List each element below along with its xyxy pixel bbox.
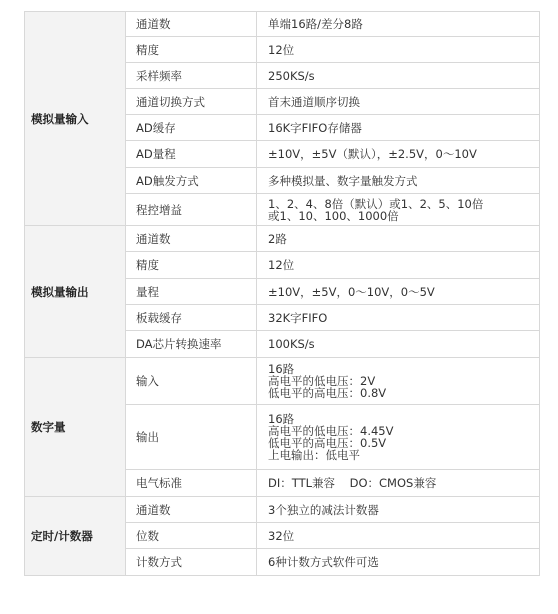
value-line: 低电平的高电压：0.8V [268, 386, 387, 400]
value-cell [257, 470, 540, 497]
param-cell: 输出 [126, 405, 257, 470]
value-line: 2路 [268, 231, 287, 246]
param-cell: 位数 [126, 523, 257, 549]
value-line: 6种计数方式软件可选 [268, 555, 379, 569]
value-line: ±10V，±5V（默认），±2.5V，0～10V [268, 147, 477, 161]
param-cell: 精度 [126, 252, 257, 279]
value-line: 32位 [268, 528, 295, 543]
value-line: 32K字FIFO [268, 310, 328, 325]
value-cell [257, 63, 540, 89]
param-cell: 采样频率 [126, 63, 257, 89]
param-cell: DA芯片转换速率 [126, 331, 257, 358]
value-cell [257, 252, 540, 279]
param-cell: AD缓存 [126, 115, 257, 141]
param-cell: AD量程 [126, 141, 257, 168]
value-cell [257, 279, 540, 305]
value-cell [257, 194, 540, 226]
value-cell [257, 141, 540, 168]
param-cell: 板载缓存 [126, 305, 257, 331]
param-cell: 输入 [126, 358, 257, 405]
value-cell [257, 168, 540, 194]
value-line: 上电输出：低电平 [268, 448, 360, 462]
value-cell [257, 497, 540, 523]
param-cell: 电气标准 [126, 470, 257, 497]
spec-row [25, 358, 540, 405]
param-cell: 通道数 [126, 497, 257, 523]
value-line: 16K字FIFO存储器 [268, 120, 362, 135]
spec-row [25, 497, 540, 523]
param-cell: AD触发方式 [126, 168, 257, 194]
value-line: 1、2、4、8倍（默认）或1、2、5、10倍 [268, 196, 484, 211]
spec-row [25, 226, 540, 252]
value-cell [257, 523, 540, 549]
category-cell: 数字量 [25, 358, 126, 497]
category-cell: 模拟量输出 [25, 226, 126, 358]
value-line: 高电平的低电压：4.45V [268, 424, 394, 438]
value-cell [257, 37, 540, 63]
spec-table-body [25, 12, 540, 576]
param-cell: 通道切换方式 [126, 89, 257, 115]
value-line: 250KS/s [268, 68, 315, 83]
value-line: 多种模拟量、数字量触发方式 [268, 173, 418, 188]
value-line: 3个独立的减法计数器 [268, 502, 379, 517]
value-cell [257, 115, 540, 141]
value-line: 12位 [268, 42, 295, 57]
value-line: 16路 [268, 412, 295, 426]
param-cell: 精度 [126, 37, 257, 63]
value-cell [257, 305, 540, 331]
value-line: ±10V，±5V，0～10V，0～5V [268, 284, 435, 299]
value-line: 或1、10、100、1000倍 [268, 208, 399, 223]
value-cell [257, 226, 540, 252]
value-line: 100KS/s [268, 337, 315, 351]
param-cell: 量程 [126, 279, 257, 305]
value-cell [257, 358, 540, 405]
value-line: 首末通道顺序切换 [268, 94, 360, 109]
value-line: 单端16路/差分8路 [268, 17, 363, 31]
value-cell [257, 89, 540, 115]
value-cell [257, 405, 540, 470]
value-cell [257, 549, 540, 576]
param-cell: 计数方式 [126, 549, 257, 576]
spec-table [24, 11, 540, 576]
value-line: DI：TTL兼容 DO：CMOS兼容 [268, 476, 437, 490]
category-cell: 定时/计数器 [25, 497, 126, 576]
spec-row [25, 12, 540, 37]
value-line: 16路 [268, 362, 295, 376]
category-cell: 模拟量输入 [25, 12, 126, 226]
value-cell [257, 12, 540, 37]
value-line: 高电平的低电压：2V [268, 374, 376, 388]
value-line: 低电平的高电压：0.5V [268, 436, 387, 450]
value-cell [257, 331, 540, 358]
param-cell: 程控增益 [126, 194, 257, 226]
param-cell: 通道数 [126, 226, 257, 252]
param-cell: 通道数 [126, 12, 257, 37]
value-line: 12位 [268, 258, 295, 272]
